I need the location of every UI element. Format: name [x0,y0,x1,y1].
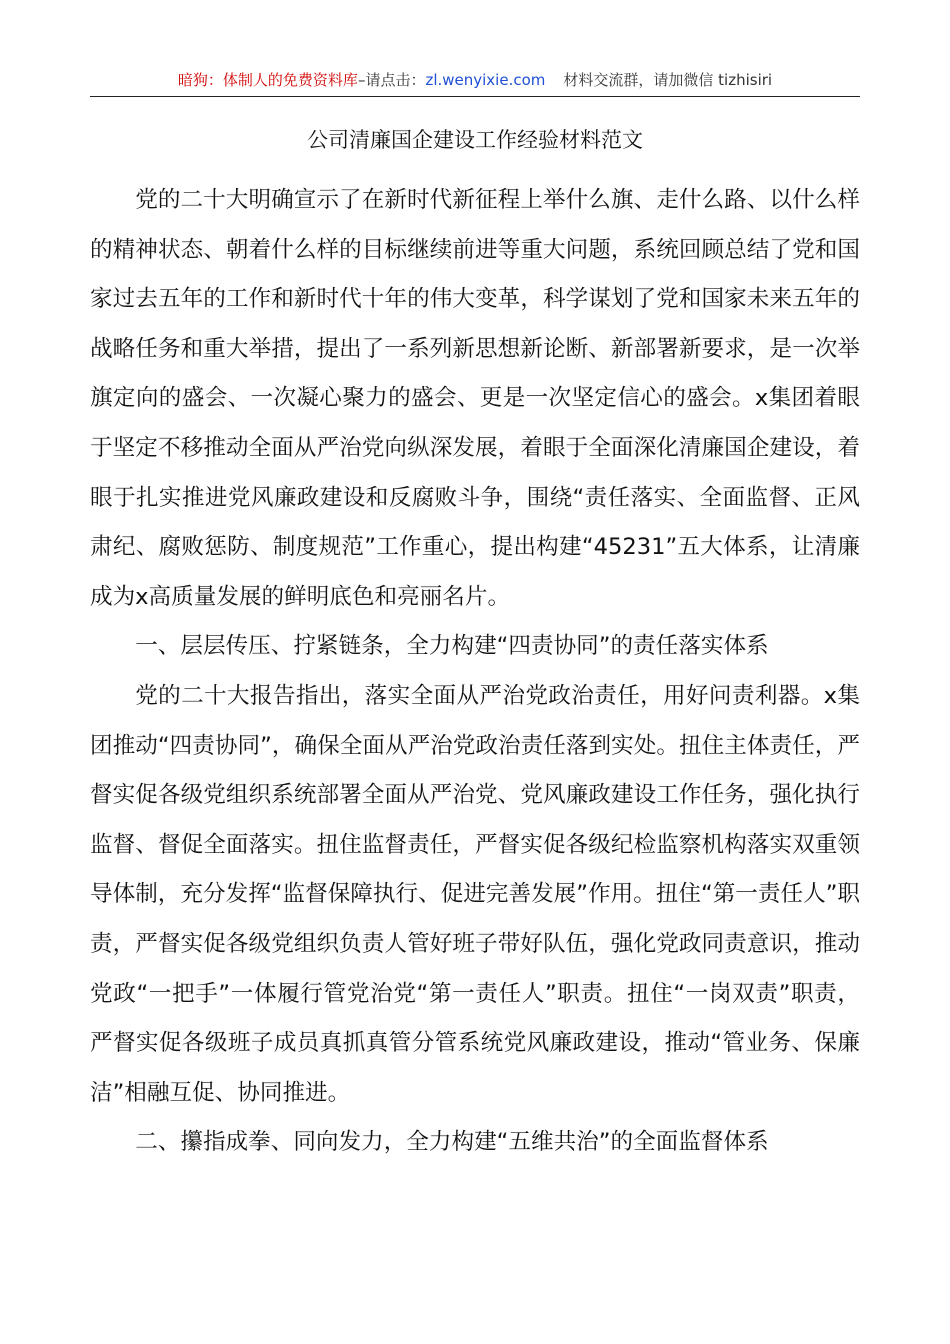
document-title: 公司清廉国企建设工作经验材料范文 [307,128,643,152]
document-body [90,176,860,1168]
header-prompt: –请点击： [357,71,426,89]
paragraph-intro: 党的二十大明确宣示了在新时代新征程上举什么旗、走什么路、以什么样的精神状态、朝着什么样的目标继续前进等重大问题，系统回顾总结了党和国家过去五年的工作和新时代十年的伟大变革，科学谋划了党和国家未来五年的战略任务和重大举措，提出了一系列新思想新论断、新部署新要求，是一次举旗定向的盛会、一次凝心聚力的盛会、更是一次坚定信心的盛会。x集团着眼于坚定不移推动全面从严治党向纵深发展，着眼于全面深化清廉国企建设，着眼于扎实推进党风廉政建设和反腐败斗争，围绕“责任落实、全面监督、正风肃纪、腐败惩防、制度规范”工作重心，提出构建“45231”五大体系，让清廉成为x高质量发展的鲜明底色和亮丽名片。 [90,187,860,610]
section-heading-2: 二、攥指成拳、同向发力，全力构建“五维共治”的全面监督体系 [135,1129,769,1156]
header-wechat-note: 材料交流群，请加微信 tizhisiri [563,71,773,89]
paragraph-section-1: 党的二十大报告指出，落实全面从严治党政治责任，用好问责利器。x集团推动“四责协同”，确保全面从严治党政治责任落到实处。扭住主体责任，严督实促各级党组织系统部署全面从严治党、党风廉政建设工作任务，强化执行监督、督促全面落实。扭住监督责任，严督实促各级纪检监察机构落实双重领导体制，充分发挥“监督保障执行、促进完善发展”作用。扭住“第一责任人”职责，严督实促各级党组织负责人管好班子带好队伍，强化党政同责意识，推动党政“一把手”一体履行管党治党“第一责任人”职责。扭住“一岗双责”职责，严督实促各级班子成员真抓真管分管系统党风廉政建设，推动“管业务、保廉洁”相融互促、协同推进。 [90,682,860,1106]
page-header [90,66,860,97]
header-brand: 暗狗：体制人的免费资料库 [177,71,358,89]
header-link[interactable]: zl.wenyixie.com [425,71,546,89]
section-heading-1: 一、层层传压、拧紧链条，全力构建“四责协同”的责任落实体系 [135,633,769,660]
